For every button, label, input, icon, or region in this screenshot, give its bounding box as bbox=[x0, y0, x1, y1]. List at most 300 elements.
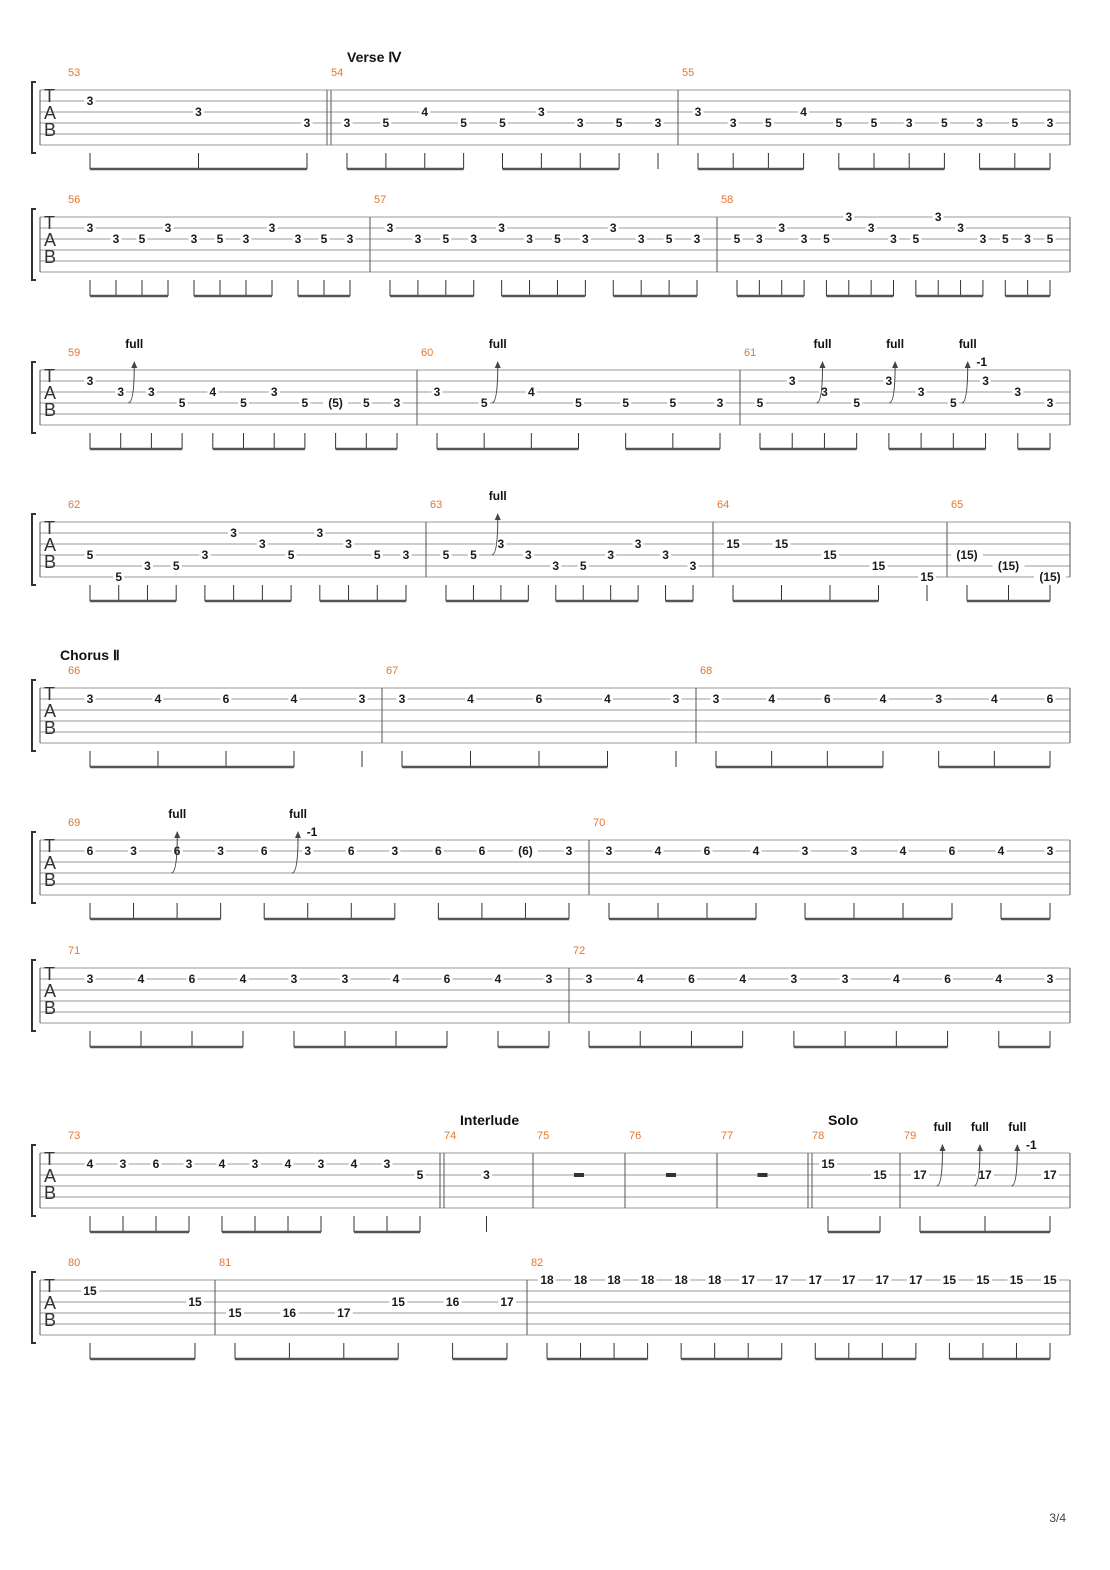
fret-number: 5 bbox=[470, 548, 477, 562]
fret-number: 5 bbox=[835, 116, 843, 130]
tab-clef-letter: T bbox=[44, 684, 55, 704]
fret-number: 4 bbox=[739, 972, 747, 986]
bend-arrowhead bbox=[1014, 1144, 1020, 1151]
measure-number: 63 bbox=[430, 499, 443, 511]
fret-number: 5 bbox=[287, 548, 295, 562]
fret-number: 3 bbox=[545, 972, 553, 986]
fret-number: 4 bbox=[995, 972, 1003, 986]
fret-number: 15 bbox=[228, 1306, 242, 1320]
bend-label: full bbox=[970, 1120, 989, 1134]
tab-clef-letter: T bbox=[44, 213, 55, 233]
fret-number: 17 bbox=[875, 1273, 890, 1287]
fret-number: 15 bbox=[774, 537, 789, 551]
fret-number: 4 bbox=[654, 844, 662, 858]
fret-number: 5 bbox=[216, 232, 224, 246]
fret-number: 5 bbox=[622, 396, 630, 410]
fret-number: 3 bbox=[358, 692, 366, 706]
page-number: 3/4 bbox=[1049, 1511, 1066, 1525]
fret-number: 4 bbox=[879, 692, 887, 706]
fret-number: 4 bbox=[86, 1157, 94, 1171]
fret-number: 4 bbox=[392, 972, 400, 986]
section-label: Verse Ⅳ bbox=[347, 49, 402, 65]
fret-number: 5 bbox=[382, 116, 390, 130]
tab-clef-letter: T bbox=[44, 366, 55, 386]
fret-number: 5 bbox=[870, 116, 878, 130]
fret-number: 5 bbox=[499, 116, 506, 130]
fret-number: 6 bbox=[443, 972, 451, 986]
bend-arrowhead bbox=[495, 361, 501, 368]
fret-number: 5 bbox=[554, 232, 561, 246]
fret-number: 15 bbox=[873, 1168, 887, 1182]
system-bracket bbox=[32, 960, 36, 1031]
fret-number: 3 bbox=[201, 548, 209, 562]
system-bracket bbox=[32, 514, 36, 585]
fret-number: 18 bbox=[674, 1273, 688, 1287]
fret-number: 5 bbox=[320, 232, 328, 246]
fret-number: 3 bbox=[890, 232, 897, 246]
tab-clef-letter: T bbox=[44, 518, 55, 538]
bend-release-label: -1 bbox=[306, 825, 318, 839]
fret-number: 4 bbox=[467, 692, 474, 706]
system-bracket bbox=[32, 1272, 36, 1343]
fret-number: 4 bbox=[990, 692, 998, 706]
fret-number: 3 bbox=[230, 526, 237, 540]
measure-number: 65 bbox=[951, 499, 964, 511]
tab-clef-letter: B bbox=[44, 1183, 57, 1203]
tab-clef-letter: B bbox=[44, 998, 57, 1018]
tab-system bbox=[32, 665, 1070, 767]
bend-arrow bbox=[1011, 1149, 1017, 1186]
fret-number: 3 bbox=[935, 692, 943, 706]
fret-number: 5 bbox=[86, 548, 94, 562]
fret-number: 5 bbox=[949, 396, 957, 410]
fret-number: 17 bbox=[741, 1273, 755, 1287]
whole-rest bbox=[758, 1173, 768, 1177]
bend-label: full bbox=[1008, 1120, 1027, 1134]
fret-number: 3 bbox=[304, 844, 312, 858]
measure-number: 53 bbox=[68, 67, 81, 79]
fret-number: 3 bbox=[1046, 844, 1054, 858]
measure-number: 68 bbox=[700, 665, 713, 677]
fret-number: 3 bbox=[86, 692, 94, 706]
tab-clef-letter: T bbox=[44, 836, 55, 856]
fret-number: 3 bbox=[845, 210, 853, 224]
bend-label: full bbox=[933, 1120, 952, 1134]
fret-number: 18 bbox=[540, 1273, 554, 1287]
fret-number: 4 bbox=[290, 692, 298, 706]
tab-clef-letter: A bbox=[44, 1166, 57, 1186]
fret-number: 3 bbox=[654, 116, 662, 130]
fret-number: 15 bbox=[188, 1295, 202, 1309]
tab-clef-letter: A bbox=[44, 103, 57, 123]
fret-number: 3 bbox=[343, 116, 351, 130]
fret-number: 6 bbox=[823, 692, 831, 706]
fret-number: 15 bbox=[391, 1295, 405, 1309]
fret-number: 3 bbox=[259, 537, 266, 551]
fret-number: 3 bbox=[190, 232, 198, 246]
section-label: Solo bbox=[828, 1112, 859, 1128]
fret-number: 5 bbox=[442, 548, 450, 562]
fret-number: 5 bbox=[178, 396, 186, 410]
tab-clef-letter: A bbox=[44, 853, 57, 873]
fret-number: 3 bbox=[850, 844, 858, 858]
tab-clef-letter: A bbox=[44, 1293, 57, 1313]
fret-number: 6 bbox=[173, 844, 181, 858]
tab-clef-letter: B bbox=[44, 400, 57, 420]
fret-number: 3 bbox=[778, 221, 786, 235]
fret-number: 3 bbox=[672, 692, 680, 706]
bend-arrowhead bbox=[295, 831, 301, 838]
section-label: Interlude bbox=[460, 1112, 520, 1128]
fret-number: 3 bbox=[841, 972, 849, 986]
fret-number: 4 bbox=[527, 385, 535, 399]
bend-label: full bbox=[289, 807, 308, 821]
bend-arrowhead bbox=[820, 361, 826, 368]
bend-arrowhead bbox=[131, 361, 137, 368]
fret-number: 15 bbox=[1009, 1273, 1024, 1287]
fret-number: 4 bbox=[137, 972, 145, 986]
measure-number: 69 bbox=[68, 817, 81, 829]
tab-clef-letter: B bbox=[44, 870, 57, 890]
fret-number: 5 bbox=[941, 116, 948, 130]
fret-number: 3 bbox=[498, 221, 505, 235]
measure-number: 62 bbox=[68, 499, 81, 511]
fret-number: 5 bbox=[1046, 232, 1054, 246]
tab-system bbox=[32, 499, 1070, 601]
bend-label: full bbox=[958, 337, 977, 351]
fret-number: 3 bbox=[689, 559, 697, 573]
whole-rest bbox=[666, 1173, 676, 1177]
fret-number: 3 bbox=[982, 374, 989, 388]
fret-number: 4 bbox=[494, 972, 502, 986]
fret-number: 3 bbox=[185, 1157, 193, 1171]
system-bracket bbox=[32, 1145, 36, 1216]
fret-number: 4 bbox=[604, 692, 611, 706]
fret-number: 5 bbox=[579, 559, 587, 573]
fret-number: 3 bbox=[790, 972, 798, 986]
tab-system bbox=[32, 194, 1070, 296]
whole-rest bbox=[574, 1173, 584, 1177]
fret-number: 3 bbox=[605, 844, 613, 858]
fret-number: (15) bbox=[997, 559, 1020, 573]
measure-number: 64 bbox=[717, 499, 730, 511]
measure-number: 55 bbox=[682, 67, 695, 79]
fret-number: 3 bbox=[637, 232, 645, 246]
fret-number: (5) bbox=[328, 396, 343, 410]
tab-system bbox=[32, 817, 1070, 919]
tab-clef-letter: B bbox=[44, 552, 57, 572]
measure-number: 72 bbox=[573, 945, 586, 957]
fret-number: 5 bbox=[416, 1168, 424, 1182]
fret-number: 3 bbox=[565, 844, 573, 858]
fret-number: 5 bbox=[480, 396, 488, 410]
fret-number: 6 bbox=[944, 972, 951, 986]
fret-number: 5 bbox=[669, 396, 677, 410]
fret-number: 18 bbox=[707, 1273, 722, 1287]
bend-arrowhead bbox=[965, 361, 971, 368]
fret-number: 17 bbox=[337, 1306, 351, 1320]
fret-number: 6 bbox=[152, 1157, 160, 1171]
fret-number: 15 bbox=[942, 1273, 957, 1287]
fret-number: 15 bbox=[821, 1157, 835, 1171]
tab-clef-letter: T bbox=[44, 1149, 55, 1169]
measure-number: 66 bbox=[68, 665, 81, 677]
fret-number: 3 bbox=[1046, 116, 1054, 130]
fret-number: 3 bbox=[414, 232, 422, 246]
fret-number: 3 bbox=[112, 232, 120, 246]
fret-number: 3 bbox=[217, 844, 224, 858]
measure-number: 75 bbox=[537, 1130, 550, 1142]
fret-number: 4 bbox=[284, 1157, 292, 1171]
fret-number: 6 bbox=[222, 692, 230, 706]
fret-number: 5 bbox=[912, 232, 920, 246]
fret-number: 6 bbox=[435, 844, 442, 858]
measure-number: 58 bbox=[721, 194, 734, 206]
fret-number: 3 bbox=[801, 844, 809, 858]
fret-number: 3 bbox=[905, 116, 913, 130]
measure-number: 80 bbox=[68, 1257, 81, 1269]
fret-number: 3 bbox=[538, 105, 545, 119]
fret-number: 3 bbox=[483, 1168, 490, 1182]
fret-number: 5 bbox=[853, 396, 861, 410]
tab-system bbox=[32, 67, 1070, 169]
bend-label: full bbox=[886, 337, 905, 351]
fret-number: 3 bbox=[524, 548, 532, 562]
system-bracket bbox=[32, 362, 36, 433]
fret-number: 5 bbox=[373, 548, 381, 562]
tab-clef-letter: B bbox=[44, 1310, 57, 1330]
fret-number: 4 bbox=[997, 844, 1005, 858]
fret-number: 17 bbox=[775, 1273, 789, 1287]
fret-number: 4 bbox=[892, 972, 900, 986]
tab-clef-letter: B bbox=[44, 120, 57, 140]
fret-number: 5 bbox=[301, 396, 309, 410]
fret-number: 17 bbox=[909, 1273, 923, 1287]
fret-number: 3 bbox=[345, 537, 352, 551]
fret-number: 5 bbox=[575, 396, 582, 410]
fret-number: 4 bbox=[752, 844, 760, 858]
fret-number: 17 bbox=[808, 1273, 822, 1287]
bend-release-label: -1 bbox=[1025, 1138, 1037, 1152]
bend-label: full bbox=[813, 337, 832, 351]
fret-number: 4 bbox=[800, 105, 807, 119]
measure-number: 81 bbox=[219, 1257, 232, 1269]
fret-number: 16 bbox=[282, 1306, 297, 1320]
bend-arrow bbox=[937, 1149, 943, 1186]
fret-number: 3 bbox=[1046, 396, 1054, 410]
fret-number: 15 bbox=[976, 1273, 990, 1287]
tab-clef-letter: T bbox=[44, 86, 55, 106]
fret-number: 17 bbox=[500, 1295, 514, 1309]
measure-number: 60 bbox=[421, 347, 434, 359]
fret-number: 3 bbox=[398, 692, 406, 706]
fret-number: 6 bbox=[478, 844, 486, 858]
bend-label: full bbox=[488, 337, 507, 351]
fret-number: 15 bbox=[823, 548, 837, 562]
tab-clef-letter: T bbox=[44, 964, 55, 984]
fret-number: 5 bbox=[240, 396, 247, 410]
fret-number: 6 bbox=[688, 972, 695, 986]
fret-number: 15 bbox=[1043, 1273, 1057, 1287]
fret-number: 4 bbox=[421, 105, 429, 119]
fret-number: 3 bbox=[800, 232, 808, 246]
fret-number: 3 bbox=[86, 221, 94, 235]
fret-number: 3 bbox=[346, 232, 354, 246]
measure-number: 61 bbox=[744, 347, 757, 359]
tab-clef-letter: A bbox=[44, 981, 57, 1001]
fret-number: 6 bbox=[188, 972, 196, 986]
fret-number: 3 bbox=[242, 232, 250, 246]
measure-number: 82 bbox=[531, 1257, 544, 1269]
fret-number: 3 bbox=[294, 232, 302, 246]
fret-number: 15 bbox=[83, 1284, 97, 1298]
measure-number: 70 bbox=[593, 817, 606, 829]
measure-number: 73 bbox=[68, 1130, 81, 1142]
fret-number: 3 bbox=[756, 232, 763, 246]
fret-number: 5 bbox=[1001, 232, 1009, 246]
fret-number: 17 bbox=[842, 1273, 856, 1287]
fret-number: 3 bbox=[609, 221, 617, 235]
bend-arrowhead bbox=[495, 513, 501, 520]
fret-number: 3 bbox=[976, 116, 983, 130]
fret-number: 3 bbox=[290, 972, 298, 986]
fret-number: 5 bbox=[1011, 116, 1019, 130]
fret-number: 3 bbox=[316, 526, 324, 540]
fret-number: 3 bbox=[117, 385, 125, 399]
bend-release-label: -1 bbox=[976, 355, 988, 369]
fret-number: 4 bbox=[209, 385, 217, 399]
fret-number: 3 bbox=[729, 116, 737, 130]
fret-number: 18 bbox=[573, 1273, 588, 1287]
fret-number: 3 bbox=[694, 105, 702, 119]
fret-number: 5 bbox=[765, 116, 772, 130]
tab-clef-letter: B bbox=[44, 247, 57, 267]
bend-label: full bbox=[168, 807, 187, 821]
fret-number: 3 bbox=[391, 844, 399, 858]
tab-clef-letter: A bbox=[44, 230, 57, 250]
fret-number: 5 bbox=[460, 116, 467, 130]
fret-number: 3 bbox=[148, 385, 155, 399]
fret-number: 18 bbox=[640, 1273, 655, 1287]
fret-number: 4 bbox=[239, 972, 247, 986]
fret-number: 4 bbox=[768, 692, 776, 706]
fret-number: 6 bbox=[260, 844, 268, 858]
tab-system bbox=[32, 945, 1070, 1047]
fret-number: 3 bbox=[979, 232, 987, 246]
fret-number: 6 bbox=[86, 844, 94, 858]
fret-number: 17 bbox=[913, 1168, 927, 1182]
fret-number: 3 bbox=[386, 221, 394, 235]
fret-number: 17 bbox=[1043, 1168, 1057, 1182]
fret-number: 3 bbox=[383, 1157, 391, 1171]
measure-number: 71 bbox=[68, 945, 81, 957]
system-bracket bbox=[32, 680, 36, 751]
fret-number: 3 bbox=[693, 232, 701, 246]
bend-arrow bbox=[128, 366, 134, 403]
bend-label: full bbox=[488, 489, 507, 503]
fret-number: 3 bbox=[1024, 232, 1031, 246]
fret-number: 4 bbox=[636, 972, 644, 986]
fret-number: (15) bbox=[1039, 570, 1061, 584]
fret-number: 18 bbox=[607, 1273, 621, 1287]
tab-system bbox=[32, 1257, 1070, 1359]
fret-number: 4 bbox=[899, 844, 907, 858]
fret-number: 3 bbox=[552, 559, 560, 573]
fret-number: 15 bbox=[920, 570, 934, 584]
measure-number: 54 bbox=[331, 67, 344, 79]
fret-number: 3 bbox=[497, 537, 505, 551]
fret-number: 3 bbox=[885, 374, 893, 388]
fret-number: 3 bbox=[402, 548, 410, 562]
tab-clef-letter: B bbox=[44, 718, 57, 738]
fret-number: 3 bbox=[317, 1157, 325, 1171]
fret-number: 6 bbox=[703, 844, 711, 858]
measure-number: 57 bbox=[374, 194, 387, 206]
section-label: Chorus Ⅱ bbox=[60, 647, 120, 663]
fret-number: 3 bbox=[270, 385, 278, 399]
fret-number: 3 bbox=[433, 385, 441, 399]
fret-number: 3 bbox=[957, 221, 964, 235]
tab-clef-letter: T bbox=[44, 1276, 55, 1296]
measure-number: 76 bbox=[629, 1130, 642, 1142]
fret-number: 3 bbox=[934, 210, 942, 224]
fret-number: 3 bbox=[470, 232, 478, 246]
fret-number: 3 bbox=[144, 559, 151, 573]
fret-number: 15 bbox=[726, 537, 740, 551]
fret-number: 3 bbox=[585, 972, 593, 986]
fret-number: (15) bbox=[956, 548, 978, 562]
tab-system bbox=[32, 1130, 1070, 1232]
bend-arrow bbox=[492, 366, 498, 403]
fret-number: (6) bbox=[518, 844, 533, 858]
fret-number: 3 bbox=[576, 116, 584, 130]
fret-number: 3 bbox=[526, 232, 533, 246]
fret-number: 3 bbox=[1046, 972, 1054, 986]
fret-number: 15 bbox=[871, 559, 886, 573]
measure-number: 78 bbox=[812, 1130, 825, 1142]
fret-number: 3 bbox=[130, 844, 137, 858]
measure-number: 56 bbox=[68, 194, 81, 206]
fret-number: 3 bbox=[582, 232, 589, 246]
fret-number: 3 bbox=[634, 537, 642, 551]
system-bracket bbox=[32, 82, 36, 153]
fret-number: 3 bbox=[86, 972, 94, 986]
bend-arrow bbox=[962, 366, 968, 403]
fret-number: 3 bbox=[1014, 385, 1022, 399]
fret-number: 5 bbox=[172, 559, 180, 573]
fret-number: 6 bbox=[948, 844, 956, 858]
measure-number: 79 bbox=[904, 1130, 917, 1142]
fret-number: 3 bbox=[195, 105, 202, 119]
measure-number: 59 bbox=[68, 347, 81, 359]
fret-number: 6 bbox=[347, 844, 355, 858]
fret-number: 3 bbox=[251, 1157, 259, 1171]
fret-number: 16 bbox=[445, 1295, 460, 1309]
tab-clef-letter: A bbox=[44, 535, 57, 555]
fret-number: 5 bbox=[138, 232, 146, 246]
fret-number: 5 bbox=[733, 232, 741, 246]
fret-number: 5 bbox=[362, 396, 370, 410]
fret-number: 6 bbox=[1046, 692, 1054, 706]
fret-number: 3 bbox=[86, 374, 94, 388]
fret-number: 3 bbox=[788, 374, 796, 388]
fret-number: 3 bbox=[303, 116, 311, 130]
fret-number: 5 bbox=[665, 232, 673, 246]
fret-number: 3 bbox=[607, 548, 615, 562]
fret-number: 3 bbox=[712, 692, 720, 706]
fret-number: 6 bbox=[535, 692, 543, 706]
tab-clef-letter: A bbox=[44, 383, 57, 403]
